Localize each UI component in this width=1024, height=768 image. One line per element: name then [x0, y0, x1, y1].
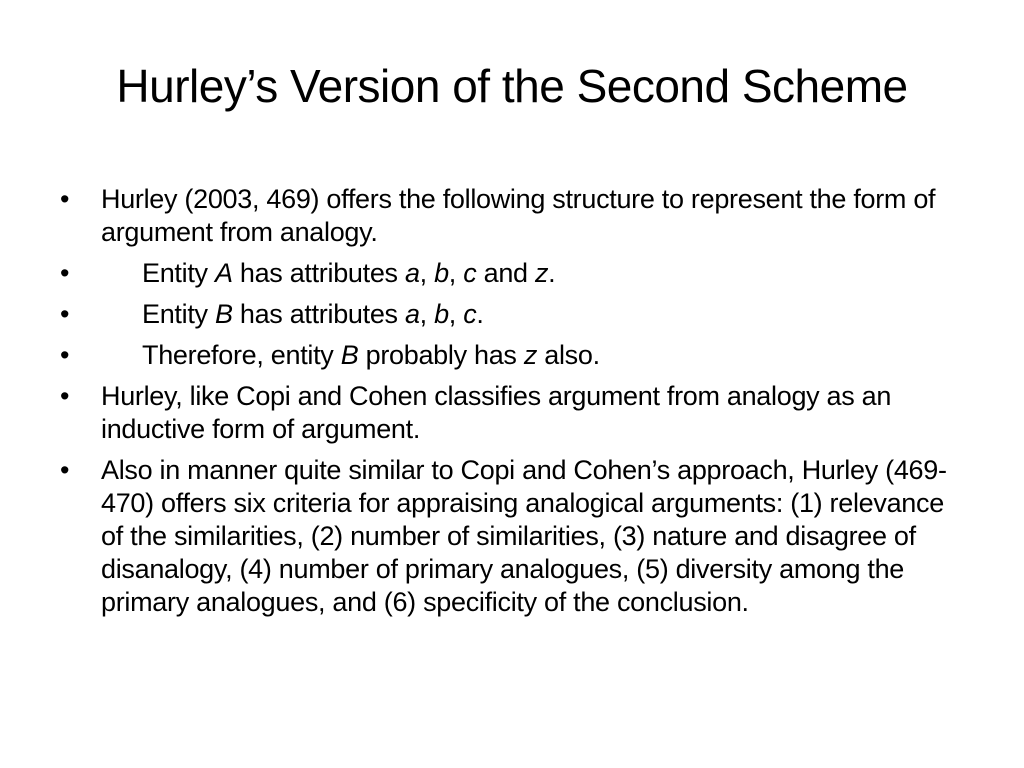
- bullet-icon: •: [60, 340, 70, 370]
- bullet-item-six-criteria: [60, 454, 970, 619]
- bullet-text: Entity A has attributes a, b, c and z.: [142, 258, 556, 288]
- bullet-text: Entity B has attributes a, b, c.: [142, 299, 484, 329]
- bullet-text: Hurley (2003, 469) offers the following structure to represent the form of argument from analogy.: [101, 184, 936, 247]
- slide-title: Hurley’s Version of the Second Scheme: [116, 60, 908, 112]
- bullet-text: Hurley, like Copi and Cohen classifies argument from analogy as an inductive form of argument.: [101, 381, 892, 444]
- bullet-icon: •: [60, 184, 70, 214]
- bullet-item-hurley-structure: [60, 183, 970, 249]
- bullet-text: Therefore, entity B probably has z also.: [142, 340, 600, 370]
- bullet-icon: •: [60, 299, 70, 329]
- bullet-icon: •: [60, 258, 70, 288]
- bullet-list: [60, 183, 970, 627]
- bullet-text: Also in manner quite similar to Copi and Cohen’s approach, Hurley (469-470) offers six criteria for appraising analogical arguments: (1) relevance of the similarities, (2) number of similarities, (3) nature and disagree of disanalogy, (4) number of primary analogues, (5) diversity among the primary analogues, and (6) specificity of the conclusion.: [101, 455, 947, 617]
- bullet-item-inductive-form: [60, 380, 970, 446]
- bullet-icon: •: [60, 455, 70, 485]
- bullet-item-conclusion: [60, 339, 970, 372]
- bullet-icon: •: [60, 381, 70, 411]
- bullet-item-entity-b: [60, 298, 970, 331]
- bullet-item-entity-a: [60, 257, 970, 290]
